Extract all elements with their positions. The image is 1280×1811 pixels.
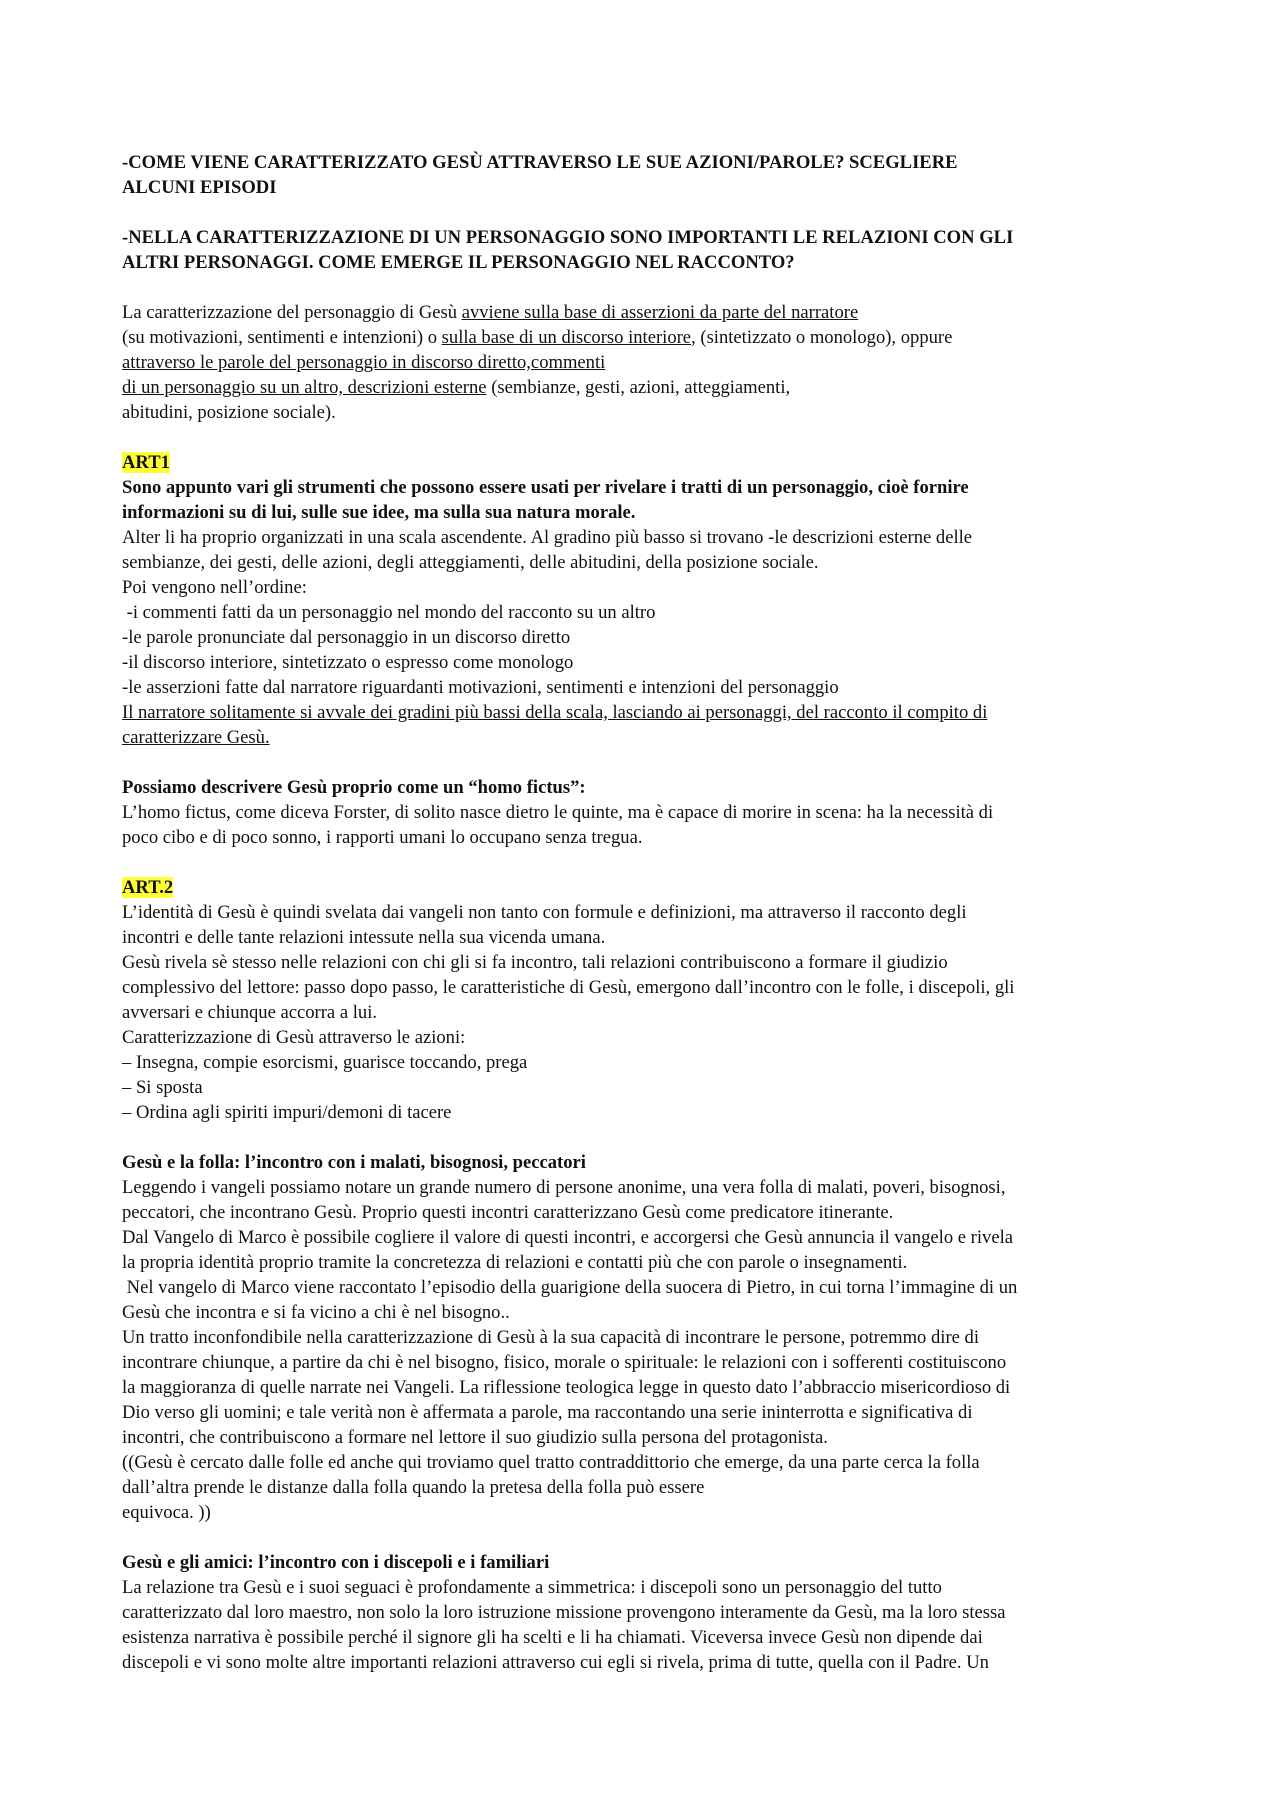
- folla-line: la maggioranza di quelle narrate nei Vangeli. La riflessione teologica legge in questo dato l’abbraccio misericordioso di: [122, 1377, 1011, 1398]
- intro-line-1: [122, 300, 1174, 325]
- question-2-line-1: -NELLA CARATTERIZZAZIONE DI UN PERSONAGGIO SONO IMPORTANTI LE RELAZIONI CON GLI: [122, 227, 1014, 248]
- art1-para-2: Poi vengono nell’ordine:: [122, 577, 307, 598]
- folla-line: Dal Vangelo di Marco è possibile cogliere il valore di questi incontri, e accorgersi che Gesù annuncia il vangelo e rivela: [122, 1227, 1013, 1248]
- intro-line-5: abitudini, posizione sociale).: [122, 402, 336, 423]
- amici-heading: Gesù e gli amici: l’incontro con i discepoli e i familiari: [122, 1552, 550, 1573]
- art1-highlight-tag: ART1: [122, 452, 170, 473]
- folla-line: dall’altra prende le distanze dalla folla quando la pretesa della folla può essere: [122, 1477, 705, 1498]
- folla-line: equivoca. )): [122, 1502, 211, 1523]
- art2-line: complessivo del lettore: passo dopo passo, le caratteristiche di Gesù, emergono dall’incontro con le folle, i discepoli, gli: [122, 977, 1015, 998]
- homo-fictus-line-2: poco cibo e di poco sonno, i rapporti umani lo occupano senza tregua.: [122, 827, 643, 848]
- art1-list-item: -i commenti fatti da un personaggio nel mondo del racconto su un altro: [122, 602, 656, 623]
- document-page: [122, 150, 1174, 1675]
- homo-fictus-heading: Possiamo descrivere Gesù proprio come un “homo fictus”:: [122, 777, 586, 798]
- intro-underlined: avviene sulla base di asserzioni da parte del narratore: [461, 302, 859, 323]
- intro-line-2: [122, 325, 1174, 350]
- art2-line: L’identità di Gesù è quindi svelata dai vangeli non tanto con formule e definizioni, ma attraverso il racconto degli: [122, 902, 967, 923]
- art2-highlight-tag: ART.2: [122, 877, 174, 898]
- art2-line: Caratterizzazione di Gesù attraverso le azioni:: [122, 1027, 466, 1048]
- folla-line: Gesù che incontra e si fa vicino a chi è nel bisogno..: [122, 1302, 510, 1323]
- art2-tag-line: [122, 875, 1174, 900]
- folla-line: Dio verso gli uomini; e tale verità non è affermata a parole, ma raccontando una serie ininterrotta e significativa di: [122, 1402, 973, 1423]
- art2-line: avversari e chiunque accorra a lui.: [122, 1002, 378, 1023]
- art1-underlined-text: caratterizzare Gesù.: [122, 727, 270, 748]
- art1-para-line-1: Alter li ha proprio organizzati in una scala ascendente. Al gradino più basso si trovano -le descrizioni esterne delle: [122, 527, 973, 548]
- folla-line: peccatori, che incontrano Gesù. Proprio questi incontri caratterizzano Gesù come predicatore itinerante.: [122, 1202, 894, 1223]
- folla-line: la propria identità proprio tramite la concretezza di relazioni e contatti più che con parole o insegnamenti.: [122, 1252, 908, 1273]
- question-1-line-1: -COME VIENE CARATTERIZZATO GESÙ ATTRAVERSO LE SUE AZIONI/PAROLE? SCEGLIERE: [122, 152, 958, 173]
- intro-underlined: di un personaggio su un altro, descrizioni esterne: [122, 377, 487, 398]
- art1-underlined-text: Il narratore solitamente si avvale dei gradini più bassi della scala, lasciando ai personaggi, del racconto il compito di: [122, 702, 988, 723]
- amici-line: esistenza narrativa è possibile perché il signore gli ha scelti e li ha chiamati. Viceversa invece Gesù non dipende dai: [122, 1627, 983, 1648]
- art1-tag-line: [122, 450, 1174, 475]
- art1-underlined-line-1: [122, 700, 1174, 725]
- art2-line: – Si sposta: [122, 1077, 203, 1098]
- intro-underlined: sulla base di un discorso interiore: [441, 327, 692, 348]
- art1-underlined-line-2: [122, 725, 1174, 750]
- art2-line: – Ordina agli spiriti impuri/demoni di tacere: [122, 1102, 452, 1123]
- art1-list-item: -le asserzioni fatte dal narratore riguardanti motivazioni, sentimenti e intenzioni del personaggio: [122, 677, 839, 698]
- art1-para-line-2: sembianze, dei gesti, delle azioni, degli atteggiamenti, delle abitudini, della posizione sociale.: [122, 552, 819, 573]
- folla-line: Leggendo i vangeli possiamo notare un grande numero di persone anonime, una vera folla di malati, poveri, bisognosi,: [122, 1177, 1006, 1198]
- folla-line: Nel vangelo di Marco viene raccontato l’episodio della guarigione della suocera di Pietro, in cui torna l’immagine di un: [122, 1277, 1018, 1298]
- folla-heading: Gesù e la folla: l’incontro con i malati, bisognosi, peccatori: [122, 1152, 586, 1173]
- amici-line: La relazione tra Gesù e i suoi seguaci è profondamente a simmetrica: i discepoli sono un personaggio del tutto: [122, 1577, 942, 1598]
- question-2-line-2: ALTRI PERSONAGGI. COME EMERGE IL PERSONAGGIO NEL RACCONTO?: [122, 252, 795, 273]
- question-1-line-2: ALCUNI EPISODI: [122, 177, 277, 198]
- art1-bold-line-1: Sono appunto vari gli strumenti che possono essere usati per rivelare i tratti di un personaggio, cioè fornire: [122, 477, 969, 498]
- intro-text: (su motivazioni, sentimenti e intenzioni) o: [122, 327, 442, 348]
- intro-line-4: [122, 375, 1174, 400]
- folla-line: ((Gesù è cercato dalle folle ed anche qui troviamo quel tratto contraddittorio che emerge, da una parte cerca la folla: [122, 1452, 980, 1473]
- homo-fictus-line-1: L’homo fictus, come diceva Forster, di solito nasce dietro le quinte, ma è capace di morire in scena: ha la necessità di: [122, 802, 994, 823]
- folla-line: incontrare chiunque, a partire da chi è nel bisogno, fisico, morale o spirituale: le relazioni con i sofferenti costituiscono: [122, 1352, 1007, 1373]
- art1-bold-line-2: informazioni su di lui, sulle sue idee, ma sulla sua natura morale.: [122, 502, 636, 523]
- amici-line: caratterizzato dal loro maestro, non solo la loro istruzione missione provengono interamente da Gesù, ma la loro stessa: [122, 1602, 1006, 1623]
- art2-line: Gesù rivela sè stesso nelle relazioni con chi gli si fa incontro, tali relazioni contribuiscono a formare il giudizio: [122, 952, 948, 973]
- intro-text: , (sintetizzato o monologo), oppure: [691, 327, 953, 348]
- intro-underlined: attraverso le parole del personaggio in discorso diretto,commenti: [122, 352, 606, 373]
- art2-line: incontri e delle tante relazioni intessute nella sua vicenda umana.: [122, 927, 606, 948]
- folla-line: incontri, che contribuiscono a formare nel lettore il suo giudizio sulla persona del protagonista.: [122, 1427, 828, 1448]
- folla-line: Un tratto inconfondibile nella caratterizzazione di Gesù à la sua capacità di incontrare le persone, potremmo dire di: [122, 1327, 980, 1348]
- art2-line: – Insegna, compie esorcismi, guarisce toccando, prega: [122, 1052, 528, 1073]
- art1-list-item: -il discorso interiore, sintetizzato o espresso come monologo: [122, 652, 574, 673]
- amici-line: discepoli e vi sono molte altre importanti relazioni attraverso cui egli si rivela, prima di tutte, quella con il Padre. Un: [122, 1652, 989, 1673]
- art1-list-item: -le parole pronunciate dal personaggio in un discorso diretto: [122, 627, 571, 648]
- intro-text: La caratterizzazione del personaggio di Gesù: [122, 302, 462, 323]
- intro-text: (sembianze, gesti, azioni, atteggiamenti,: [486, 377, 791, 398]
- intro-line-3: [122, 350, 1174, 375]
